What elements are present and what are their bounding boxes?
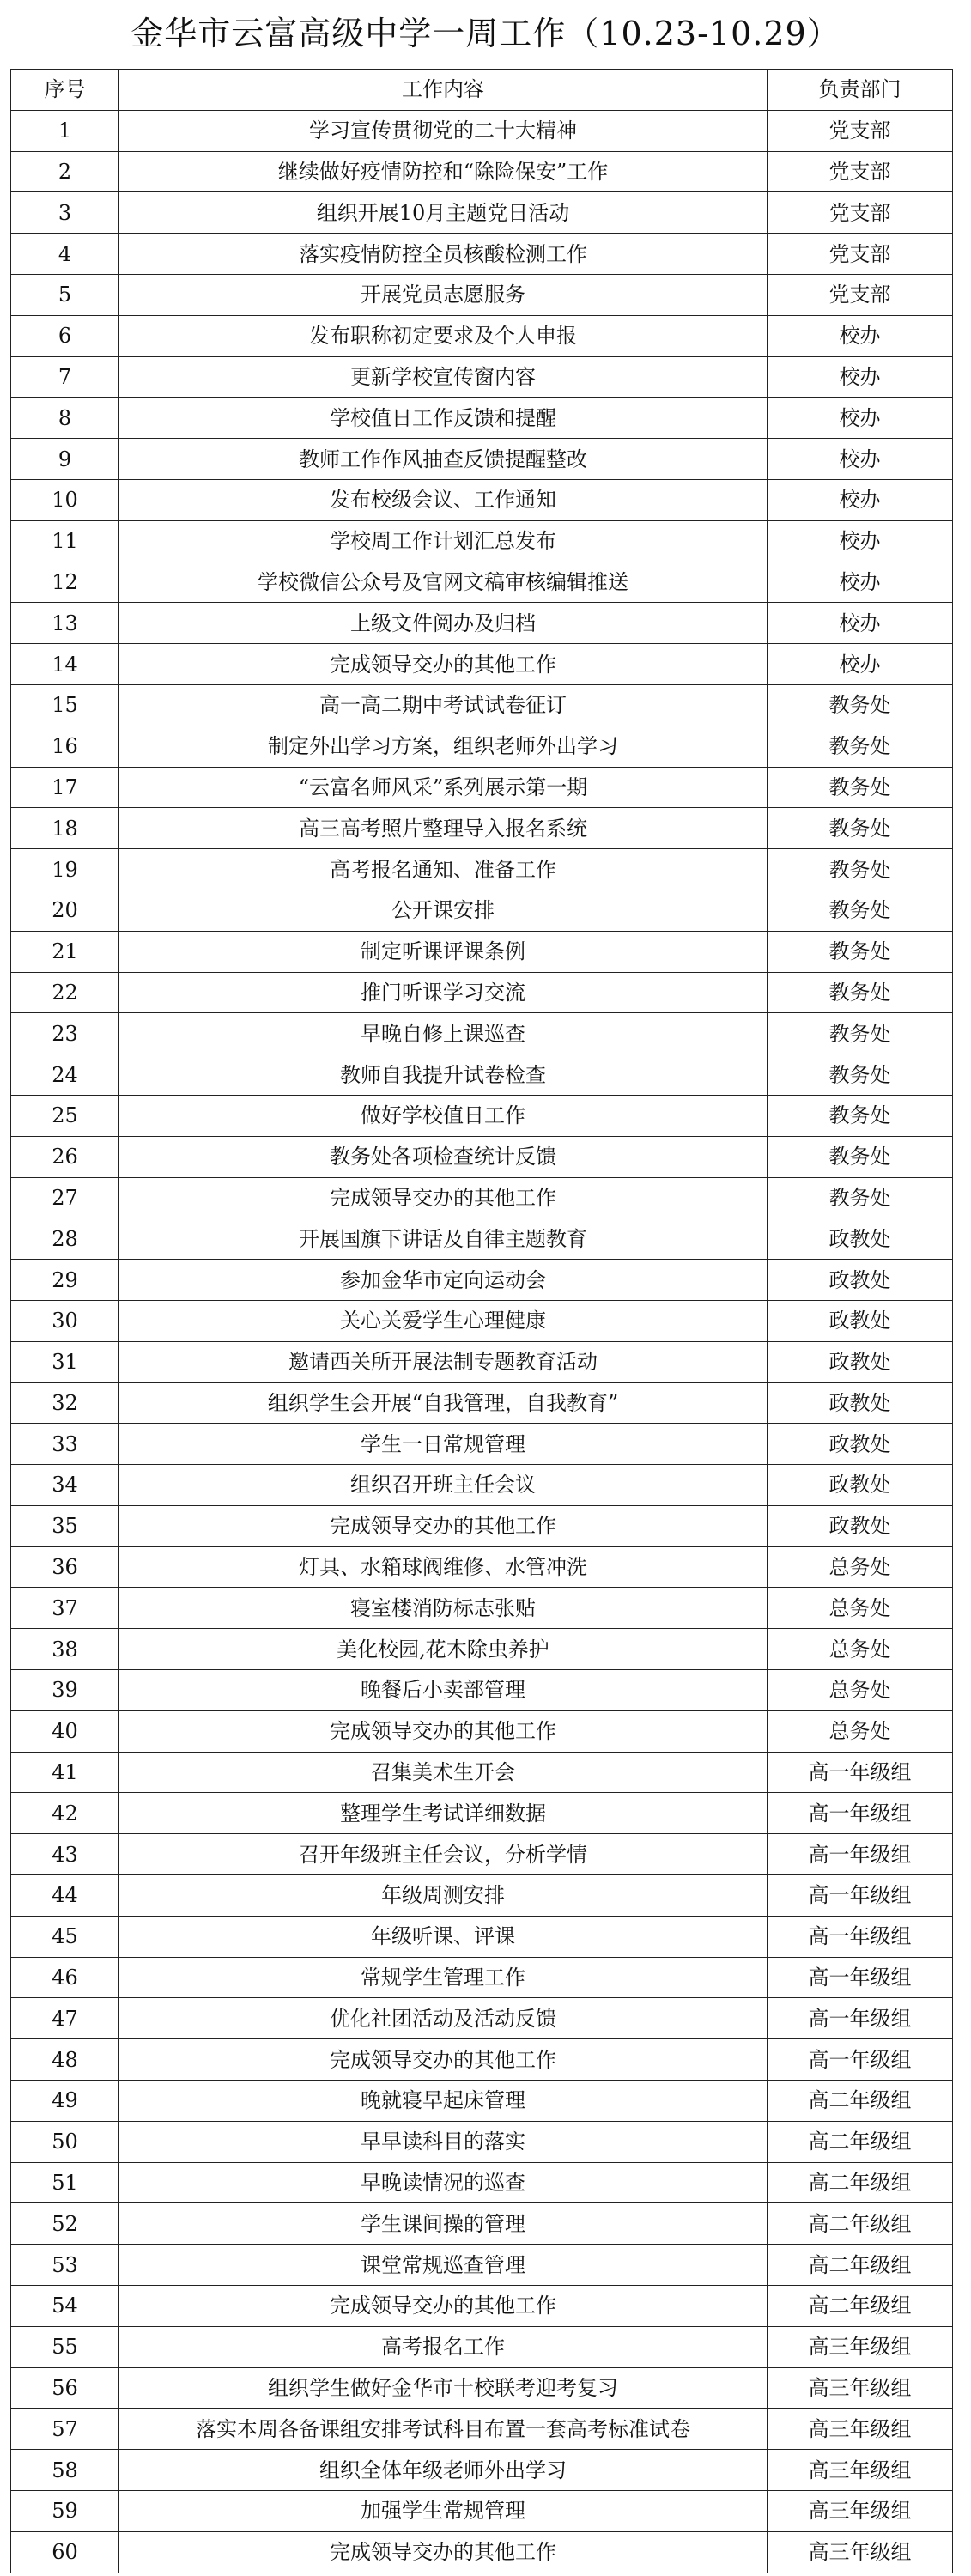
cell-dept: 教务处 xyxy=(768,1013,953,1054)
table-row xyxy=(11,1300,953,1341)
table-row xyxy=(11,2491,953,2532)
table-row xyxy=(11,439,953,480)
cell-no: 45 xyxy=(11,1916,119,1957)
table-row xyxy=(11,1670,953,1711)
cell-dept: 总务处 xyxy=(768,1546,953,1588)
table-row xyxy=(11,644,953,685)
cell-content: 参加金华市定向运动会 xyxy=(119,1260,768,1301)
cell-no: 60 xyxy=(11,2531,119,2573)
cell-no: 38 xyxy=(11,1629,119,1670)
table-row xyxy=(11,1505,953,1546)
cell-no: 56 xyxy=(11,2367,119,2409)
cell-content: 完成领导交办的其他工作 xyxy=(119,1505,768,1546)
cell-content: 优化社团活动及活动反馈 xyxy=(119,1998,768,2039)
cell-dept: 教务处 xyxy=(768,684,953,726)
cell-dept: 教务处 xyxy=(768,931,953,972)
cell-no: 43 xyxy=(11,1834,119,1875)
cell-dept: 政教处 xyxy=(768,1300,953,1341)
cell-content: 完成领导交办的其他工作 xyxy=(119,2286,768,2327)
cell-no: 37 xyxy=(11,1588,119,1629)
cell-dept: 高二年级组 xyxy=(768,2081,953,2122)
table-row xyxy=(11,1793,953,1834)
cell-content: 组织召开班主任会议 xyxy=(119,1465,768,1506)
cell-content: 学生一日常规管理 xyxy=(119,1424,768,1465)
cell-no: 51 xyxy=(11,2162,119,2203)
cell-content: 年级听课、评课 xyxy=(119,1916,768,1957)
cell-content: 发布校级会议、工作通知 xyxy=(119,479,768,520)
cell-no: 10 xyxy=(11,479,119,520)
table-header-row xyxy=(11,70,953,111)
cell-content: 学校周工作计划汇总发布 xyxy=(119,520,768,562)
cell-dept: 校办 xyxy=(768,520,953,562)
cell-content: 组织学生做好金华市十校联考迎考复习 xyxy=(119,2367,768,2409)
table-body xyxy=(11,110,953,2573)
table-row xyxy=(11,1177,953,1218)
cell-no: 47 xyxy=(11,1998,119,2039)
cell-content: 开展国旗下讲话及自律主题教育 xyxy=(119,1218,768,1260)
cell-content: 年级周测安排 xyxy=(119,1875,768,1917)
cell-content: “云富名师风采”系列展示第一期 xyxy=(119,767,768,808)
cell-no: 23 xyxy=(11,1013,119,1054)
cell-content: 更新学校宣传窗内容 xyxy=(119,356,768,398)
cell-content: 晚就寝早起床管理 xyxy=(119,2081,768,2122)
table-row xyxy=(11,1752,953,1793)
cell-dept: 高一年级组 xyxy=(768,1916,953,1957)
cell-dept: 政教处 xyxy=(768,1382,953,1424)
cell-dept: 政教处 xyxy=(768,1465,953,1506)
cell-content: 早晚读情况的巡查 xyxy=(119,2162,768,2203)
cell-no: 24 xyxy=(11,1054,119,1096)
cell-dept: 党支部 xyxy=(768,234,953,275)
cell-dept: 高二年级组 xyxy=(768,2203,953,2245)
cell-no: 29 xyxy=(11,1260,119,1301)
table-row xyxy=(11,1013,953,1054)
cell-dept: 高一年级组 xyxy=(768,1752,953,1793)
cell-dept: 高二年级组 xyxy=(768,2245,953,2286)
cell-content: 学校微信公众号及官网文稿审核编辑推送 xyxy=(119,562,768,603)
cell-no: 4 xyxy=(11,234,119,275)
cell-content: 组织开展10月主题党日活动 xyxy=(119,192,768,234)
cell-no: 1 xyxy=(11,110,119,151)
cell-content: 早晚自修上课巡查 xyxy=(119,1013,768,1054)
cell-dept: 高三年级组 xyxy=(768,2409,953,2450)
cell-no: 50 xyxy=(11,2121,119,2162)
cell-dept: 教务处 xyxy=(768,972,953,1013)
cell-content: 完成领导交办的其他工作 xyxy=(119,1710,768,1752)
table-row xyxy=(11,1710,953,1752)
cell-content: 高考报名工作 xyxy=(119,2326,768,2367)
cell-dept: 高一年级组 xyxy=(768,1957,953,1998)
table-row xyxy=(11,1957,953,1998)
cell-dept: 党支部 xyxy=(768,192,953,234)
cell-content: 加强学生常规管理 xyxy=(119,2491,768,2532)
table-row xyxy=(11,972,953,1013)
table-row xyxy=(11,1136,953,1177)
table-row xyxy=(11,151,953,192)
table-row xyxy=(11,2450,953,2491)
cell-no: 17 xyxy=(11,767,119,808)
cell-content: 灯具、水箱球阀维修、水管冲洗 xyxy=(119,1546,768,1588)
cell-dept: 校办 xyxy=(768,644,953,685)
cell-content: 组织全体年级老师外出学习 xyxy=(119,2450,768,2491)
cell-content: 开展党员志愿服务 xyxy=(119,274,768,315)
cell-content: 制定外出学习方案，组织老师外出学习 xyxy=(119,726,768,767)
cell-no: 46 xyxy=(11,1957,119,1998)
cell-dept: 总务处 xyxy=(768,1670,953,1711)
cell-content: 教务处各项检查统计反馈 xyxy=(119,1136,768,1177)
cell-dept: 校办 xyxy=(768,315,953,356)
cell-no: 18 xyxy=(11,808,119,849)
table-row xyxy=(11,315,953,356)
cell-content: 制定听课评课条例 xyxy=(119,931,768,972)
cell-dept: 高一年级组 xyxy=(768,1793,953,1834)
table-row xyxy=(11,684,953,726)
cell-content: 寝室楼消防标志张贴 xyxy=(119,1588,768,1629)
cell-content: 晚餐后小卖部管理 xyxy=(119,1670,768,1711)
cell-no: 8 xyxy=(11,398,119,439)
cell-content: 组织学生会开展“自我管理，自我教育” xyxy=(119,1382,768,1424)
cell-no: 20 xyxy=(11,890,119,931)
cell-dept: 教务处 xyxy=(768,1095,953,1136)
table-row xyxy=(11,1095,953,1136)
table-row xyxy=(11,2162,953,2203)
cell-dept: 党支部 xyxy=(768,110,953,151)
cell-dept: 政教处 xyxy=(768,1505,953,1546)
cell-content: 高三高考照片整理导入报名系统 xyxy=(119,808,768,849)
table-row xyxy=(11,479,953,520)
cell-dept: 党支部 xyxy=(768,274,953,315)
cell-no: 7 xyxy=(11,356,119,398)
cell-content: 公开课安排 xyxy=(119,890,768,931)
cell-no: 12 xyxy=(11,562,119,603)
cell-content: 发布职称初定要求及个人申报 xyxy=(119,315,768,356)
cell-content: 学生课间操的管理 xyxy=(119,2203,768,2245)
cell-content: 完成领导交办的其他工作 xyxy=(119,2039,768,2081)
cell-dept: 教务处 xyxy=(768,1177,953,1218)
table-row xyxy=(11,1916,953,1957)
table-row xyxy=(11,2409,953,2450)
cell-no: 33 xyxy=(11,1424,119,1465)
cell-dept: 政教处 xyxy=(768,1424,953,1465)
table-row xyxy=(11,1382,953,1424)
table-row xyxy=(11,2203,953,2245)
cell-dept: 高一年级组 xyxy=(768,1998,953,2039)
cell-no: 44 xyxy=(11,1875,119,1917)
cell-no: 58 xyxy=(11,2450,119,2491)
cell-content: 完成领导交办的其他工作 xyxy=(119,644,768,685)
cell-dept: 政教处 xyxy=(768,1218,953,1260)
cell-content: 高考报名通知、准备工作 xyxy=(119,849,768,890)
cell-no: 16 xyxy=(11,726,119,767)
table-row xyxy=(11,603,953,644)
cell-content: 美化校园,花木除虫养护 xyxy=(119,1629,768,1670)
cell-content: 邀请西关所开展法制专题教育活动 xyxy=(119,1341,768,1382)
table-row xyxy=(11,1546,953,1588)
page-title: 金华市云富高级中学一周工作（10.23-10.29） xyxy=(130,15,841,52)
table-row xyxy=(11,2367,953,2409)
header-dept: 负责部门 xyxy=(768,70,953,111)
cell-content: 关心关爱学生心理健康 xyxy=(119,1300,768,1341)
weekly-work-table xyxy=(10,69,953,2573)
cell-no: 48 xyxy=(11,2039,119,2081)
cell-no: 32 xyxy=(11,1382,119,1424)
cell-no: 55 xyxy=(11,2326,119,2367)
table-row xyxy=(11,2081,953,2122)
table-row xyxy=(11,520,953,562)
cell-dept: 教务处 xyxy=(768,890,953,931)
cell-no: 41 xyxy=(11,1752,119,1793)
table-row xyxy=(11,849,953,890)
cell-no: 3 xyxy=(11,192,119,234)
cell-dept: 高三年级组 xyxy=(768,2367,953,2409)
cell-no: 26 xyxy=(11,1136,119,1177)
cell-dept: 高二年级组 xyxy=(768,2121,953,2162)
cell-dept: 政教处 xyxy=(768,1341,953,1382)
table-row xyxy=(11,2326,953,2367)
cell-dept: 校办 xyxy=(768,398,953,439)
cell-content: 整理学生考试详细数据 xyxy=(119,1793,768,1834)
cell-content: 完成领导交办的其他工作 xyxy=(119,1177,768,1218)
cell-no: 35 xyxy=(11,1505,119,1546)
cell-no: 34 xyxy=(11,1465,119,1506)
cell-no: 27 xyxy=(11,1177,119,1218)
table-row xyxy=(11,1054,953,1096)
cell-no: 5 xyxy=(11,274,119,315)
cell-content: 教师工作作风抽查反馈提醒整改 xyxy=(119,439,768,480)
cell-no: 19 xyxy=(11,849,119,890)
cell-dept: 高二年级组 xyxy=(768,2286,953,2327)
table-row xyxy=(11,1218,953,1260)
table-row xyxy=(11,767,953,808)
cell-dept: 校办 xyxy=(768,479,953,520)
cell-dept: 高一年级组 xyxy=(768,1875,953,1917)
cell-content: 完成领导交办的其他工作 xyxy=(119,2531,768,2573)
cell-no: 22 xyxy=(11,972,119,1013)
cell-no: 31 xyxy=(11,1341,119,1382)
cell-dept: 高一年级组 xyxy=(768,2039,953,2081)
cell-dept: 总务处 xyxy=(768,1588,953,1629)
cell-dept: 高三年级组 xyxy=(768,2326,953,2367)
cell-no: 6 xyxy=(11,315,119,356)
table-row xyxy=(11,398,953,439)
header-no: 序号 xyxy=(11,70,119,111)
cell-dept: 总务处 xyxy=(768,1629,953,1670)
table-row xyxy=(11,274,953,315)
cell-dept: 教务处 xyxy=(768,726,953,767)
cell-dept: 教务处 xyxy=(768,808,953,849)
table-row xyxy=(11,1875,953,1917)
table-row xyxy=(11,2039,953,2081)
table-row xyxy=(11,1341,953,1382)
table-row xyxy=(11,562,953,603)
cell-no: 15 xyxy=(11,684,119,726)
cell-dept: 高三年级组 xyxy=(768,2531,953,2573)
cell-content: 早早读科目的落实 xyxy=(119,2121,768,2162)
cell-dept: 高三年级组 xyxy=(768,2450,953,2491)
cell-no: 25 xyxy=(11,1095,119,1136)
cell-dept: 政教处 xyxy=(768,1260,953,1301)
cell-no: 40 xyxy=(11,1710,119,1752)
cell-dept: 教务处 xyxy=(768,849,953,890)
cell-content: 常规学生管理工作 xyxy=(119,1957,768,1998)
cell-content: 做好学校值日工作 xyxy=(119,1095,768,1136)
table-row xyxy=(11,1465,953,1506)
cell-content: 推门听课学习交流 xyxy=(119,972,768,1013)
cell-dept: 高三年级组 xyxy=(768,2491,953,2532)
table-row xyxy=(11,1834,953,1875)
cell-content: 上级文件阅办及归档 xyxy=(119,603,768,644)
cell-dept: 教务处 xyxy=(768,1054,953,1096)
cell-dept: 校办 xyxy=(768,356,953,398)
table-row xyxy=(11,1998,953,2039)
cell-content: 落实本周各备课组安排考试科目布置一套高考标准试卷 xyxy=(119,2409,768,2450)
cell-no: 54 xyxy=(11,2286,119,2327)
table-row xyxy=(11,726,953,767)
cell-no: 11 xyxy=(11,520,119,562)
table-row xyxy=(11,2286,953,2327)
cell-no: 28 xyxy=(11,1218,119,1260)
cell-no: 36 xyxy=(11,1546,119,1588)
table-row xyxy=(11,1629,953,1670)
header-content: 工作内容 xyxy=(119,70,768,111)
table-row xyxy=(11,192,953,234)
table-row xyxy=(11,1424,953,1465)
cell-dept: 校办 xyxy=(768,562,953,603)
table-row xyxy=(11,2245,953,2286)
table-row xyxy=(11,234,953,275)
cell-dept: 高一年级组 xyxy=(768,1834,953,1875)
cell-dept: 总务处 xyxy=(768,1710,953,1752)
cell-no: 42 xyxy=(11,1793,119,1834)
cell-no: 14 xyxy=(11,644,119,685)
cell-content: 学习宣传贯彻党的二十大精神 xyxy=(119,110,768,151)
table-row xyxy=(11,2531,953,2573)
cell-content: 课堂常规巡查管理 xyxy=(119,2245,768,2286)
table-row xyxy=(11,356,953,398)
table-row xyxy=(11,808,953,849)
cell-content: 召开年级班主任会议，分析学情 xyxy=(119,1834,768,1875)
cell-no: 53 xyxy=(11,2245,119,2286)
table-row xyxy=(11,2121,953,2162)
cell-content: 落实疫情防控全员核酸检测工作 xyxy=(119,234,768,275)
cell-dept: 教务处 xyxy=(768,1136,953,1177)
cell-no: 30 xyxy=(11,1300,119,1341)
cell-dept: 校办 xyxy=(768,439,953,480)
cell-dept: 校办 xyxy=(768,603,953,644)
cell-no: 9 xyxy=(11,439,119,480)
cell-no: 57 xyxy=(11,2409,119,2450)
cell-dept: 教务处 xyxy=(768,767,953,808)
cell-content: 高一高二期中考试试卷征订 xyxy=(119,684,768,726)
table-row xyxy=(11,890,953,931)
cell-content: 召集美术生开会 xyxy=(119,1752,768,1793)
cell-no: 2 xyxy=(11,151,119,192)
cell-no: 52 xyxy=(11,2203,119,2245)
cell-no: 13 xyxy=(11,603,119,644)
table-row xyxy=(11,931,953,972)
cell-no: 21 xyxy=(11,931,119,972)
cell-no: 49 xyxy=(11,2081,119,2122)
cell-dept: 党支部 xyxy=(768,151,953,192)
cell-no: 59 xyxy=(11,2491,119,2532)
cell-dept: 高二年级组 xyxy=(768,2162,953,2203)
cell-no: 39 xyxy=(11,1670,119,1711)
cell-content: 学校值日工作反馈和提醒 xyxy=(119,398,768,439)
cell-content: 教师自我提升试卷检查 xyxy=(119,1054,768,1096)
table-row xyxy=(11,1588,953,1629)
cell-content: 继续做好疫情防控和“除险保安”工作 xyxy=(119,151,768,192)
table-row xyxy=(11,1260,953,1301)
table-row xyxy=(11,110,953,151)
